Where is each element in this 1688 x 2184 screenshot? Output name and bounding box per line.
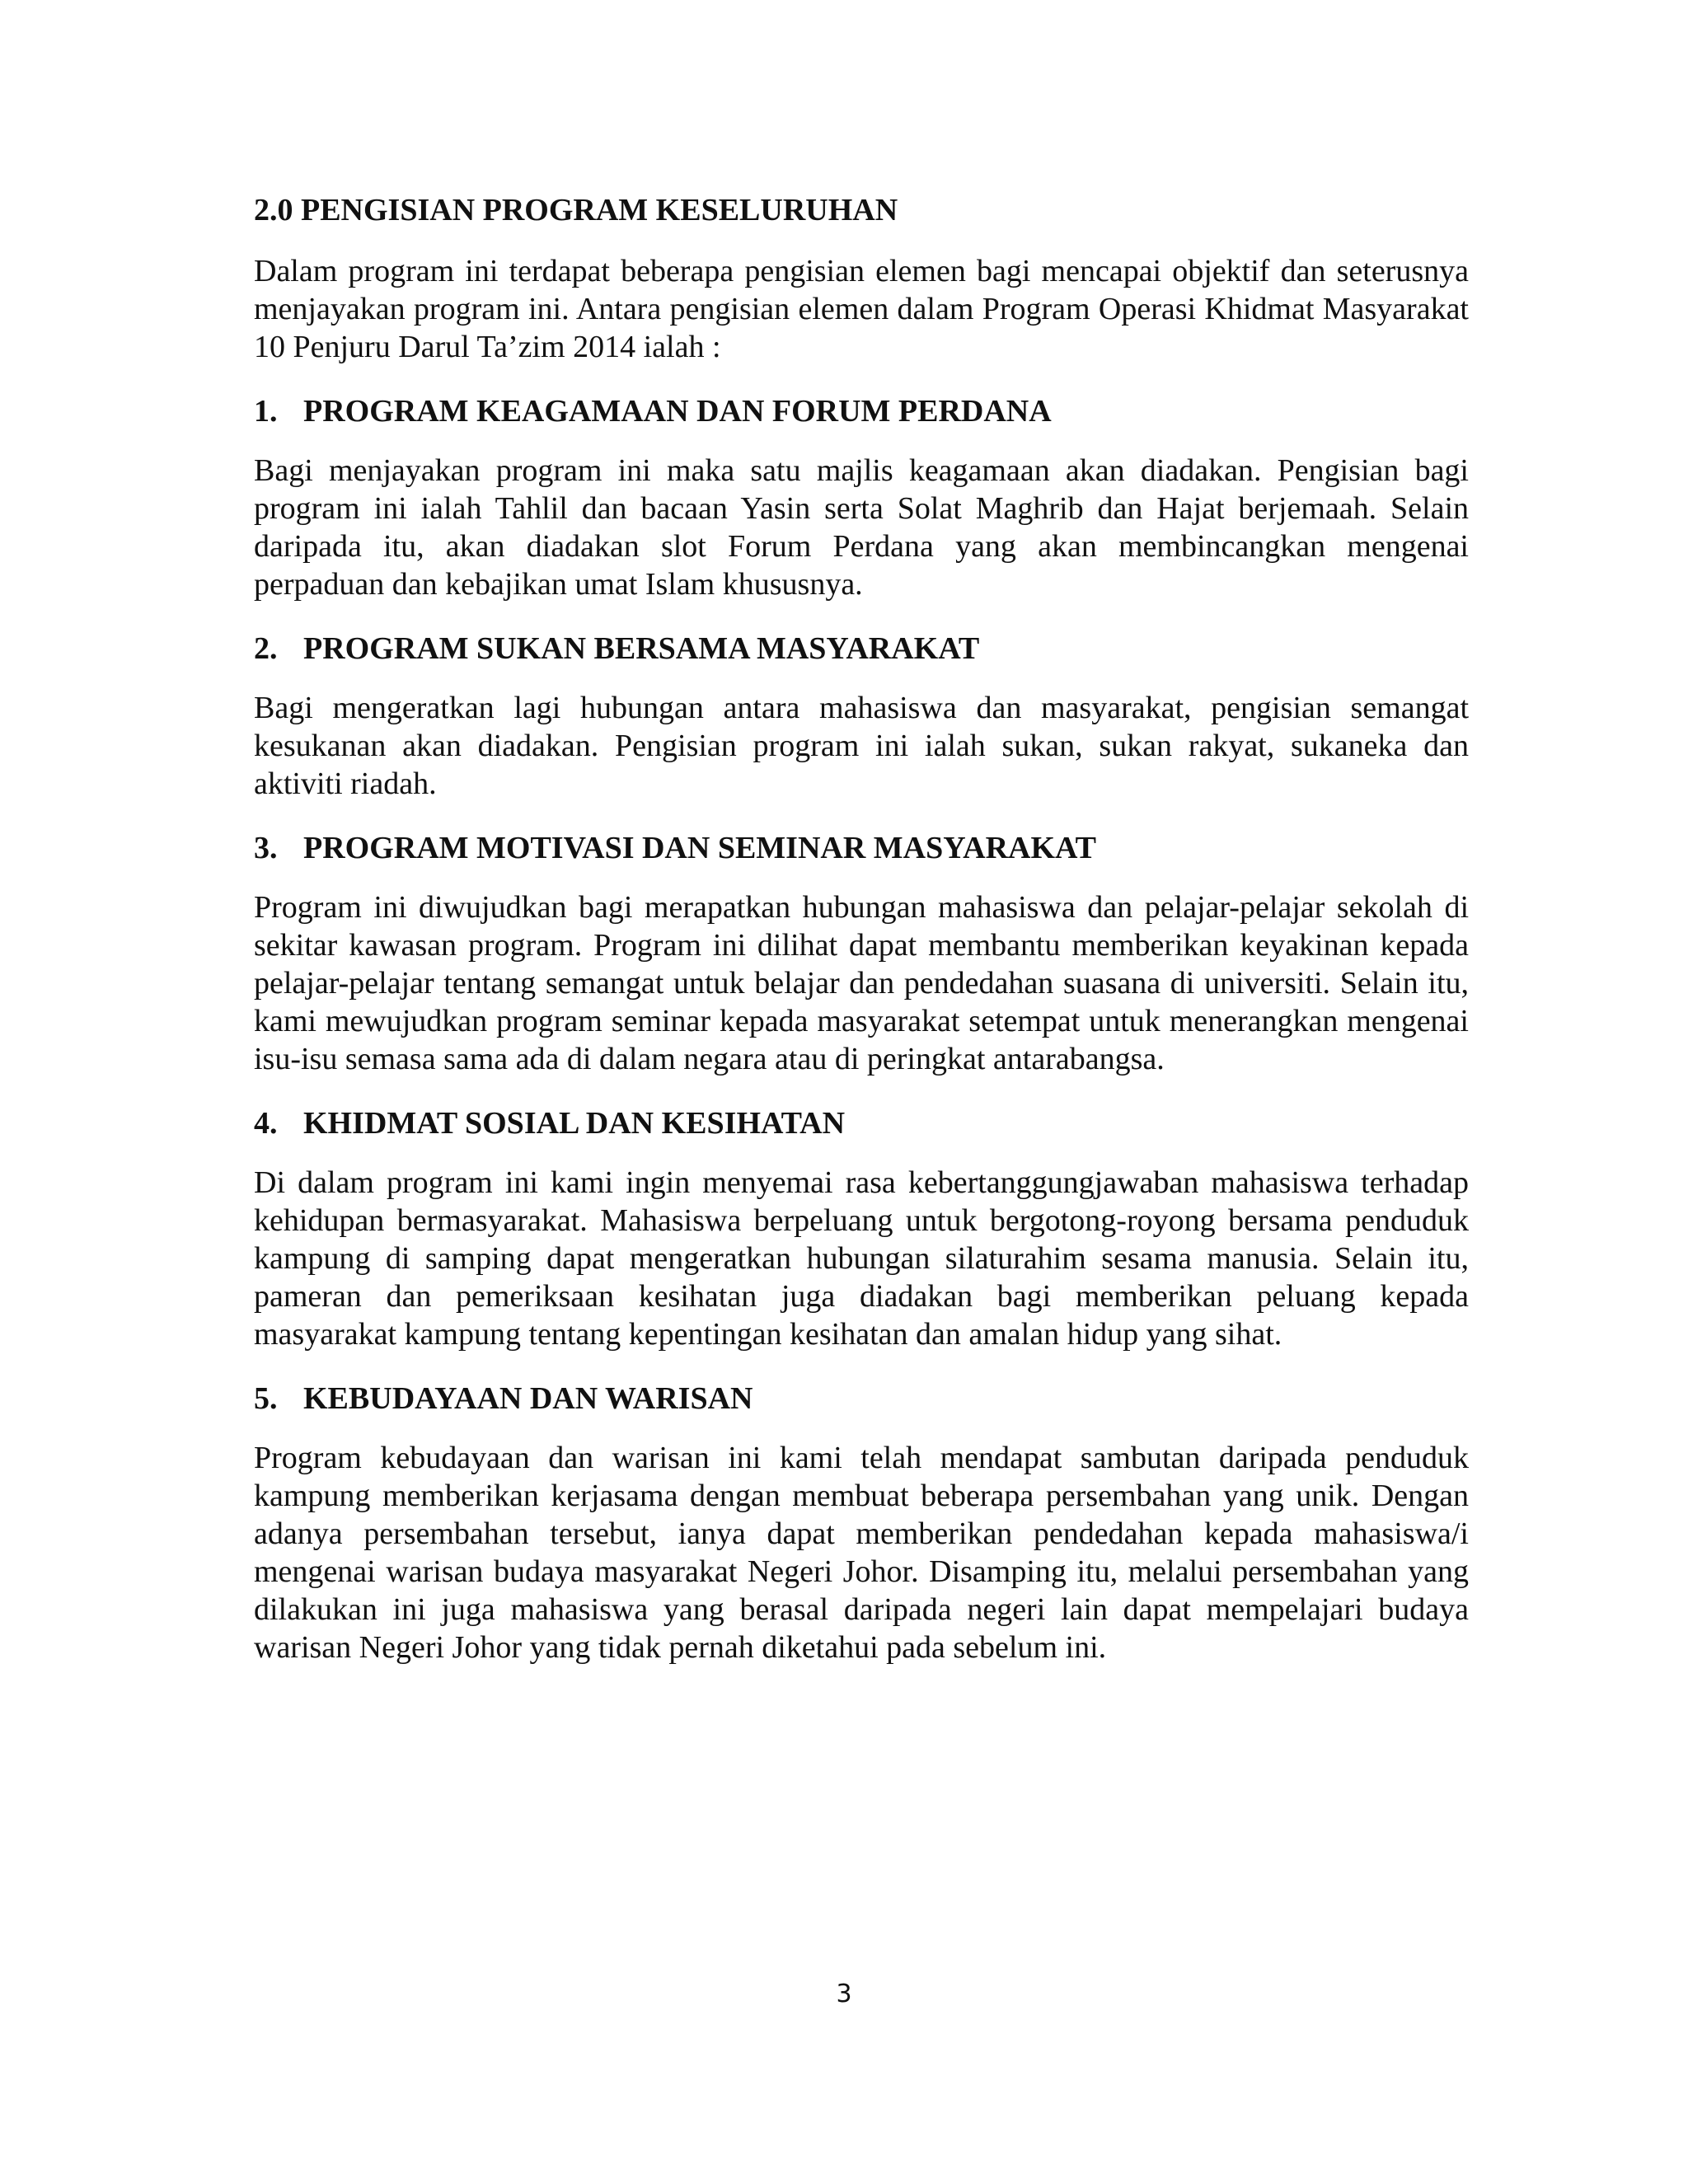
section-body-4: Di dalam program ini kami ingin menyemai rasa kebertanggungjawaban mahasiswa terhadap kehidupan bermasyarakat. Mahasiswa berpeluang untuk bergotong-royong bersama penduduk kampung di samping dapat mengeratkan hubungan silaturahim sesama manusia. Selain itu, pameran dan pemeriksaan kesihatan juga diadakan bagi memberikan peluang kepada masyarakat kampung tentang kepentingan kesihatan dan amalan hidup yang sihat.	[254, 1165, 1469, 1352]
section-title: PROGRAM KEAGAMAAN DAN FORUM PERDANA	[303, 394, 1052, 429]
section-title: PROGRAM SUKAN BERSAMA MASYARAKAT	[303, 631, 980, 666]
section-heading-2	[254, 630, 1469, 668]
section-title: KEBUDAYAAN DAN WARISAN	[303, 1381, 753, 1416]
section-title: PROGRAM MOTIVASI DAN SEMINAR MASYARAKAT	[303, 831, 1097, 865]
section-heading-5	[254, 1380, 1469, 1418]
section-title: KHIDMAT SOSIAL DAN KESIHATAN	[303, 1106, 846, 1141]
section-body-2: Bagi mengeratkan lagi hubungan antara mahasiswa dan masyarakat, pengisian semangat kesukanan akan diadakan. Pengisian program ini ialah sukan, sukan rakyat, sukaneka dan aktiviti riadah.	[254, 691, 1469, 801]
page-number: 3	[836, 1980, 852, 2008]
section-number: 5.	[254, 1381, 278, 1416]
section-number: 2.	[254, 631, 278, 666]
section-number: 3.	[254, 831, 278, 865]
page-content	[254, 191, 1469, 1693]
section-heading-1	[254, 392, 1469, 430]
page-title: 2.0 PENGISIAN PROGRAM KESELURUHAN	[254, 193, 898, 227]
section-body-3: Program ini diwujudkan bagi merapatkan hubungan mahasiswa dan pelajar-pelajar sekolah di sekitar kawasan program. Program ini dilihat dapat membantu memberikan keyakinan kepada pelajar-pelajar tentang semangat untuk belajar dan pendedahan suasana di universiti. Selain itu, kami mewujudkan program seminar kepada masyarakat setempat untuk menerangkan mengenai isu-isu semasa sama ada di dalam negara atau di peringkat antarabangsa.	[254, 890, 1469, 1076]
section-body-5: Program kebudayaan dan warisan ini kami telah mendapat sambutan daripada penduduk kampung memberikan kerjasama dengan membuat beberapa persembahan yang unik. Dengan adanya persembahan tersebut, ianya dapat memberikan pendedahan kepada mahasiswa/i mengenai warisan budaya masyarakat Negeri Johor. Disamping itu, melalui persembahan yang dilakukan ini juga mahasiswa yang berasal daripada negeri lain dapat mempelajari budaya warisan Negeri Johor yang tidak pernah diketahui pada sebelum ini.	[254, 1441, 1469, 1665]
section-number: 4.	[254, 1106, 278, 1141]
section-body-1: Bagi menjayakan program ini maka satu majlis keagamaan akan diadakan. Pengisian bagi program ini ialah Tahlil dan bacaan Yasin serta Solat Maghrib dan Hajat berjemaah. Selain daripada itu, akan diadakan slot Forum Perdana yang akan membincangkan mengenai perpaduan dan kebajikan umat Islam khususnya.	[254, 453, 1469, 602]
section-heading-4	[254, 1104, 1469, 1142]
section-number: 1.	[254, 394, 278, 429]
section-heading-3	[254, 829, 1469, 867]
intro-paragraph: Dalam program ini terdapat beberapa pengisian elemen bagi mencapai objektif dan seterusnya menjayakan program ini. Antara pengisian elemen dalam Program Operasi Khidmat Masyarakat 10 Penjuru Darul Ta’zim 2014 ialah :	[254, 254, 1469, 364]
